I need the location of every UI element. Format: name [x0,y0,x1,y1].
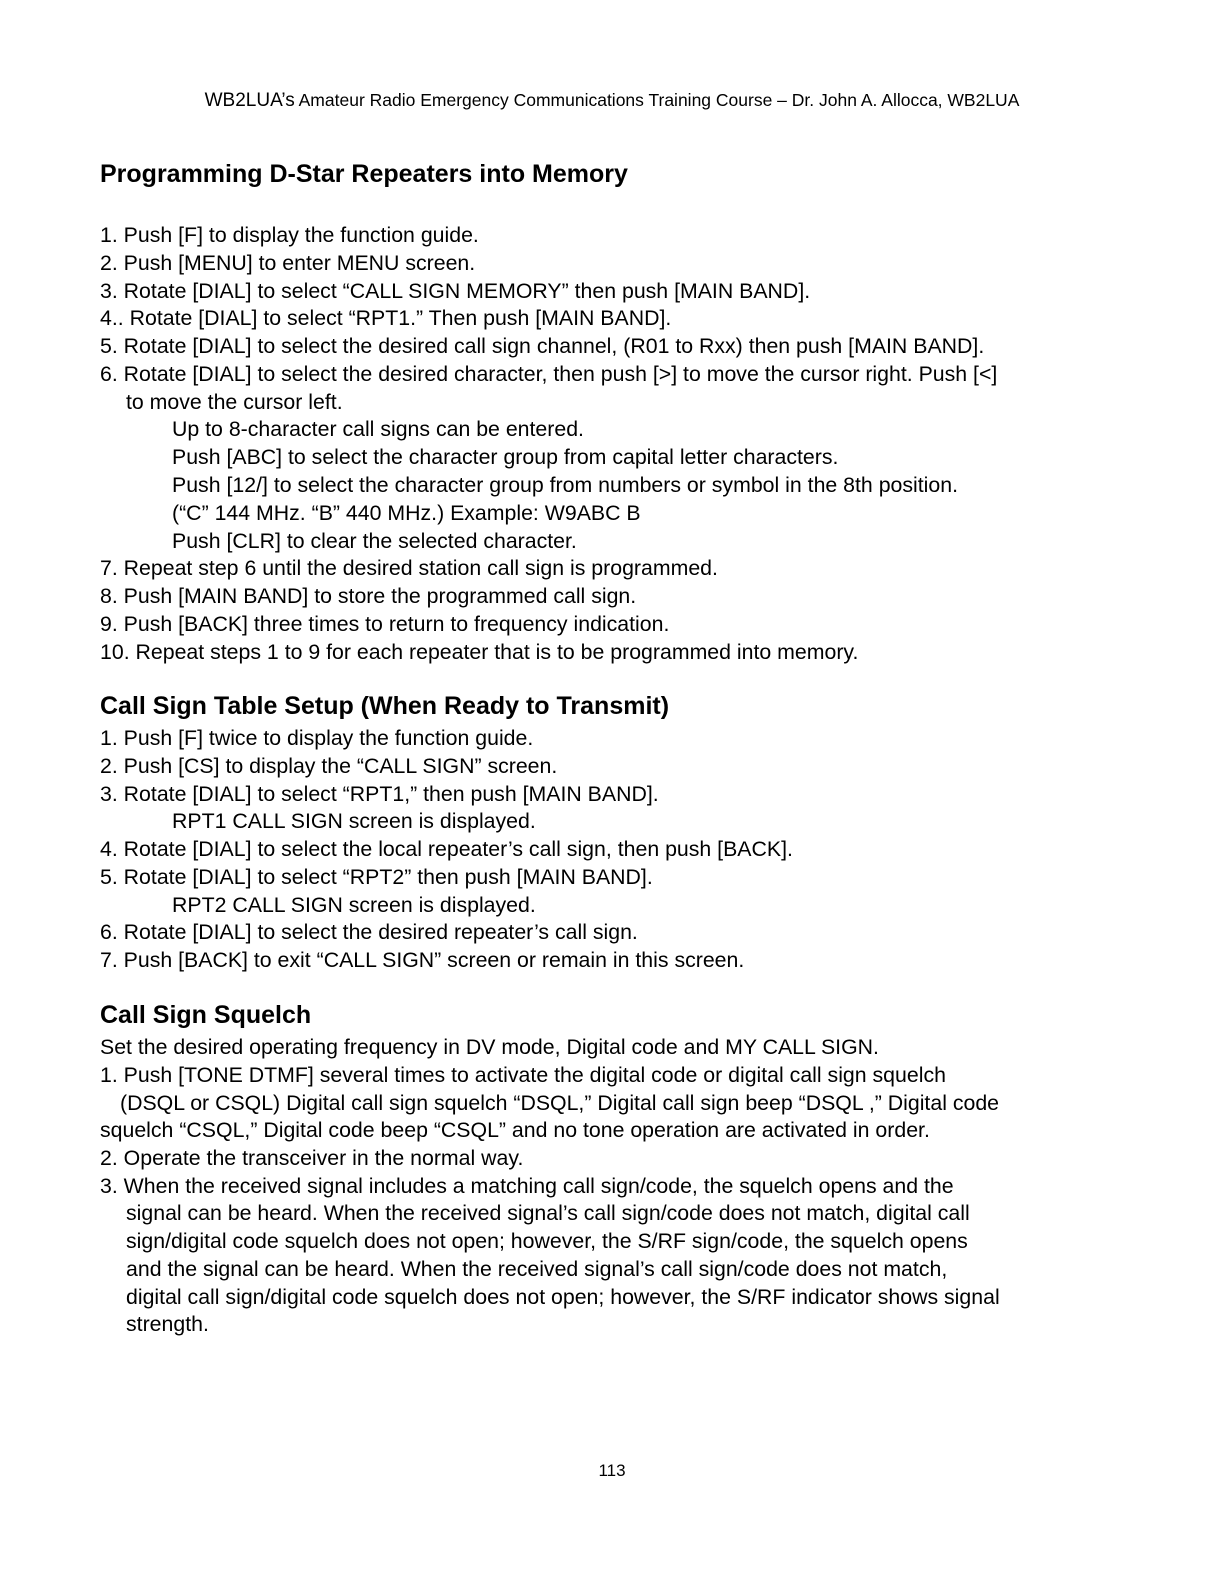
step-line: 7. Repeat step 6 until the desired station call sign is programmed. [100,556,718,580]
step-continuation: to move the cursor left. [126,390,343,414]
section-title-call-sign-squelch: Call Sign Squelch [100,1001,312,1029]
step-line: 1. Push [TONE DTMF] several times to activate the digital code or digital call sign squelch [100,1063,946,1087]
step-continuation: (DSQL or CSQL) Digital call sign squelch “DSQL,” Digital call sign beep “DSQL ,” Digital code [120,1091,1000,1115]
running-header [0,90,1224,112]
step-note: RPT1 CALL SIGN screen is displayed. [172,809,536,833]
step-continuation: sign/digital code squelch does not open; however, the S/RF sign/code, the squelch opens [126,1229,968,1253]
step-line: 10. Repeat steps 1 to 9 for each repeater that is to be programmed into memory. [100,640,859,664]
step-line: 4.. Rotate [DIAL] to select “RPT1.” Then push [MAIN BAND]. [100,306,672,330]
step-line: 8. Push [MAIN BAND] to store the programmed call sign. [100,584,637,608]
step-note: Push [CLR] to clear the selected character. [172,529,577,553]
step-line: 2. Push [MENU] to enter MENU screen. [100,251,476,275]
section-title-programming: Programming D-Star Repeaters into Memory [100,160,628,188]
step-line: 4. Rotate [DIAL] to select the local repeater’s call sign, then push [BACK]. [100,837,793,861]
header-callsign: WB2LUA’s [204,90,295,111]
header-course-title: Amateur Radio Emergency Communications Training Course – Dr. John A. Allocca, WB2LUA [294,90,1020,110]
step-line: 5. Rotate [DIAL] to select “RPT2” then push [MAIN BAND]. [100,865,653,889]
step-continuation: squelch “CSQL,” Digital code beep “CSQL” and no tone operation are activated in order. [100,1118,930,1142]
section-title-call-sign-table: Call Sign Table Setup (When Ready to Transmit) [100,692,670,720]
step-note: (“C” 144 MHz. “B” 440 MHz.) Example: W9ABC B [172,501,641,525]
step-line: 7. Push [BACK] to exit “CALL SIGN” screen or remain in this screen. [100,948,745,972]
intro-line: Set the desired operating frequency in DV mode, Digital code and MY CALL SIGN. [100,1035,879,1059]
step-continuation: strength. [126,1312,209,1336]
step-continuation: signal can be heard. When the received signal’s call sign/code does not match, digital call [126,1201,970,1225]
step-note: Push [12/] to select the character group from numbers or symbol in the 8th position. [172,473,959,497]
step-note: RPT2 CALL SIGN screen is displayed. [172,893,536,917]
page-number: 113 [598,1461,626,1480]
step-continuation: digital call sign/digital code squelch does not open; however, the S/RF indicator shows signal [126,1285,1000,1309]
step-line: 1. Push [F] twice to display the function guide. [100,726,534,750]
step-line: 9. Push [BACK] three times to return to frequency indication. [100,612,670,636]
step-line: 3. When the received signal includes a matching call sign/code, the squelch opens and the [100,1174,954,1198]
step-note: Push [ABC] to select the character group from capital letter characters. [172,445,839,469]
step-line: 3. Rotate [DIAL] to select “RPT1,” then push [MAIN BAND]. [100,782,659,806]
step-line: 6. Rotate [DIAL] to select the desired repeater’s call sign. [100,920,638,944]
step-line: 6. Rotate [DIAL] to select the desired character, then push [>] to move the cursor right. Push [<] [100,362,998,386]
step-line: 2. Operate the transceiver in the normal way. [100,1146,524,1170]
step-line: 5. Rotate [DIAL] to select the desired call sign channel, (R01 to Rxx) then push [MAIN BAND]. [100,334,985,358]
step-continuation: and the signal can be heard. When the received signal’s call sign/code does not match, [126,1257,948,1281]
step-note: Up to 8-character call signs can be entered. [172,417,584,441]
step-line: 3. Rotate [DIAL] to select “CALL SIGN MEMORY” then push [MAIN BAND]. [100,279,811,303]
step-line: 2. Push [CS] to display the “CALL SIGN” screen. [100,754,558,778]
step-line: 1. Push [F] to display the function guide. [100,223,479,247]
